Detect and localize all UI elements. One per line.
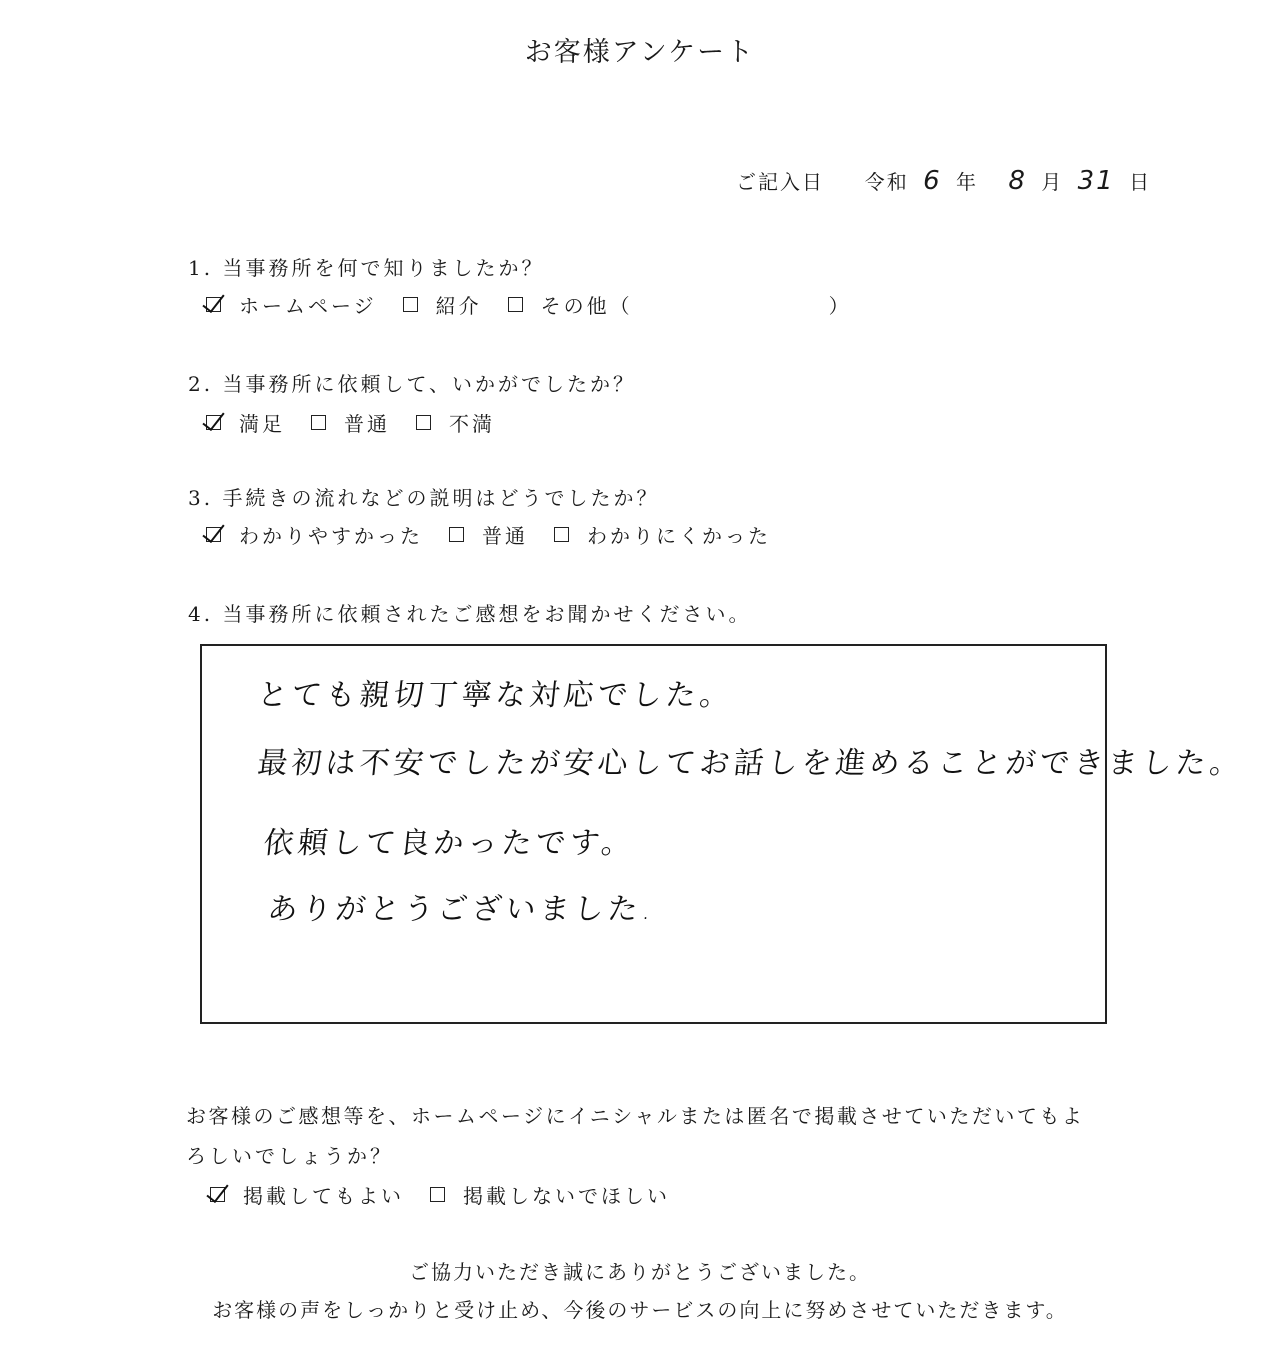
q2-option-satisfied-label: 満足 <box>239 412 285 436</box>
entry-date <box>736 166 1151 196</box>
q2-options <box>206 408 495 437</box>
date-month-unit: 月 <box>1041 170 1064 194</box>
publish-question-line1: お客様のご感想等を、ホームページにイニシャルまたは匿名で掲載させていただいてもよ <box>186 1104 1085 1128</box>
q3-option-normal-label: 普通 <box>482 524 528 548</box>
date-month[interactable]: 8 <box>1008 166 1027 196</box>
date-era: 令和 <box>864 170 909 194</box>
q4-answer-box[interactable] <box>200 644 1246 1024</box>
q1-option-homepage-checkbox[interactable] <box>206 297 221 312</box>
answer-line: ありがとうございました. <box>265 892 658 927</box>
q3-option-unclear-checkbox[interactable] <box>554 527 569 542</box>
date-label: ご記入日 <box>736 170 824 194</box>
answer-line: 依頼して良かったです。 <box>261 826 638 861</box>
q4-question: 4. 当事務所に依頼されたご感想をお聞かせください。 <box>188 602 752 626</box>
answer-line: とても親切丁寧な対応でした。 <box>255 678 736 713</box>
publish-no-label: 掲載しないでほしい <box>463 1184 670 1208</box>
q1-option-referral-label: 紹介 <box>435 294 482 318</box>
q1-option-other-checkbox[interactable] <box>508 297 523 312</box>
q3-question: 3. 手続きの流れなどの説明はどうでしたか？ <box>188 486 660 510</box>
q2-option-normal-checkbox[interactable] <box>311 415 326 430</box>
q2-option-satisfied-checkbox[interactable] <box>206 415 221 430</box>
q1-option-other-label: その他（ <box>540 294 633 318</box>
date-year[interactable]: 6 <box>923 166 942 196</box>
q1-other-close: ） <box>828 294 852 318</box>
q1-option-referral-checkbox[interactable] <box>403 297 418 312</box>
date-day[interactable]: 31 <box>1077 166 1115 196</box>
publish-ok-checkbox[interactable] <box>210 1187 225 1202</box>
q1-options <box>206 290 852 319</box>
publish-options <box>210 1180 670 1209</box>
q3-options <box>206 520 771 549</box>
q3-option-clear-checkbox[interactable] <box>206 527 221 542</box>
answer-line: 最初は不安でしたが安心してお話しを進めることができました。 <box>255 746 1246 781</box>
footer-message: お客様の声をしっかりと受け止め、今後のサービスの向上に努めさせていただきます。 <box>212 1298 1068 1322</box>
page-title: お客様アンケート <box>524 37 756 68</box>
footer-thanks: ご協力いただき誠にありがとうございました。 <box>409 1260 871 1284</box>
q2-question: 2. 当事務所に依頼して、いかがでしたか？ <box>188 372 637 396</box>
date-year-unit: 年 <box>955 170 978 194</box>
q2-option-dissatisfied-checkbox[interactable] <box>416 415 431 430</box>
q3-option-normal-checkbox[interactable] <box>449 527 464 542</box>
q1-question: 1. 当事務所を何で知りましたか？ <box>188 256 545 280</box>
q3-option-clear-label: わかりやすかった <box>239 524 423 548</box>
q2-option-dissatisfied-label: 不満 <box>449 412 495 436</box>
publish-question-line2: ろしいでしょうか？ <box>186 1144 393 1168</box>
q3-option-unclear-label: わかりにくかった <box>587 524 771 548</box>
publish-no-checkbox[interactable] <box>430 1187 445 1202</box>
publish-ok-label: 掲載してもよい <box>243 1184 404 1208</box>
q1-option-homepage-label: ホームページ <box>239 294 377 318</box>
date-day-unit: 日 <box>1129 170 1152 194</box>
q2-option-normal-label: 普通 <box>344 412 390 436</box>
